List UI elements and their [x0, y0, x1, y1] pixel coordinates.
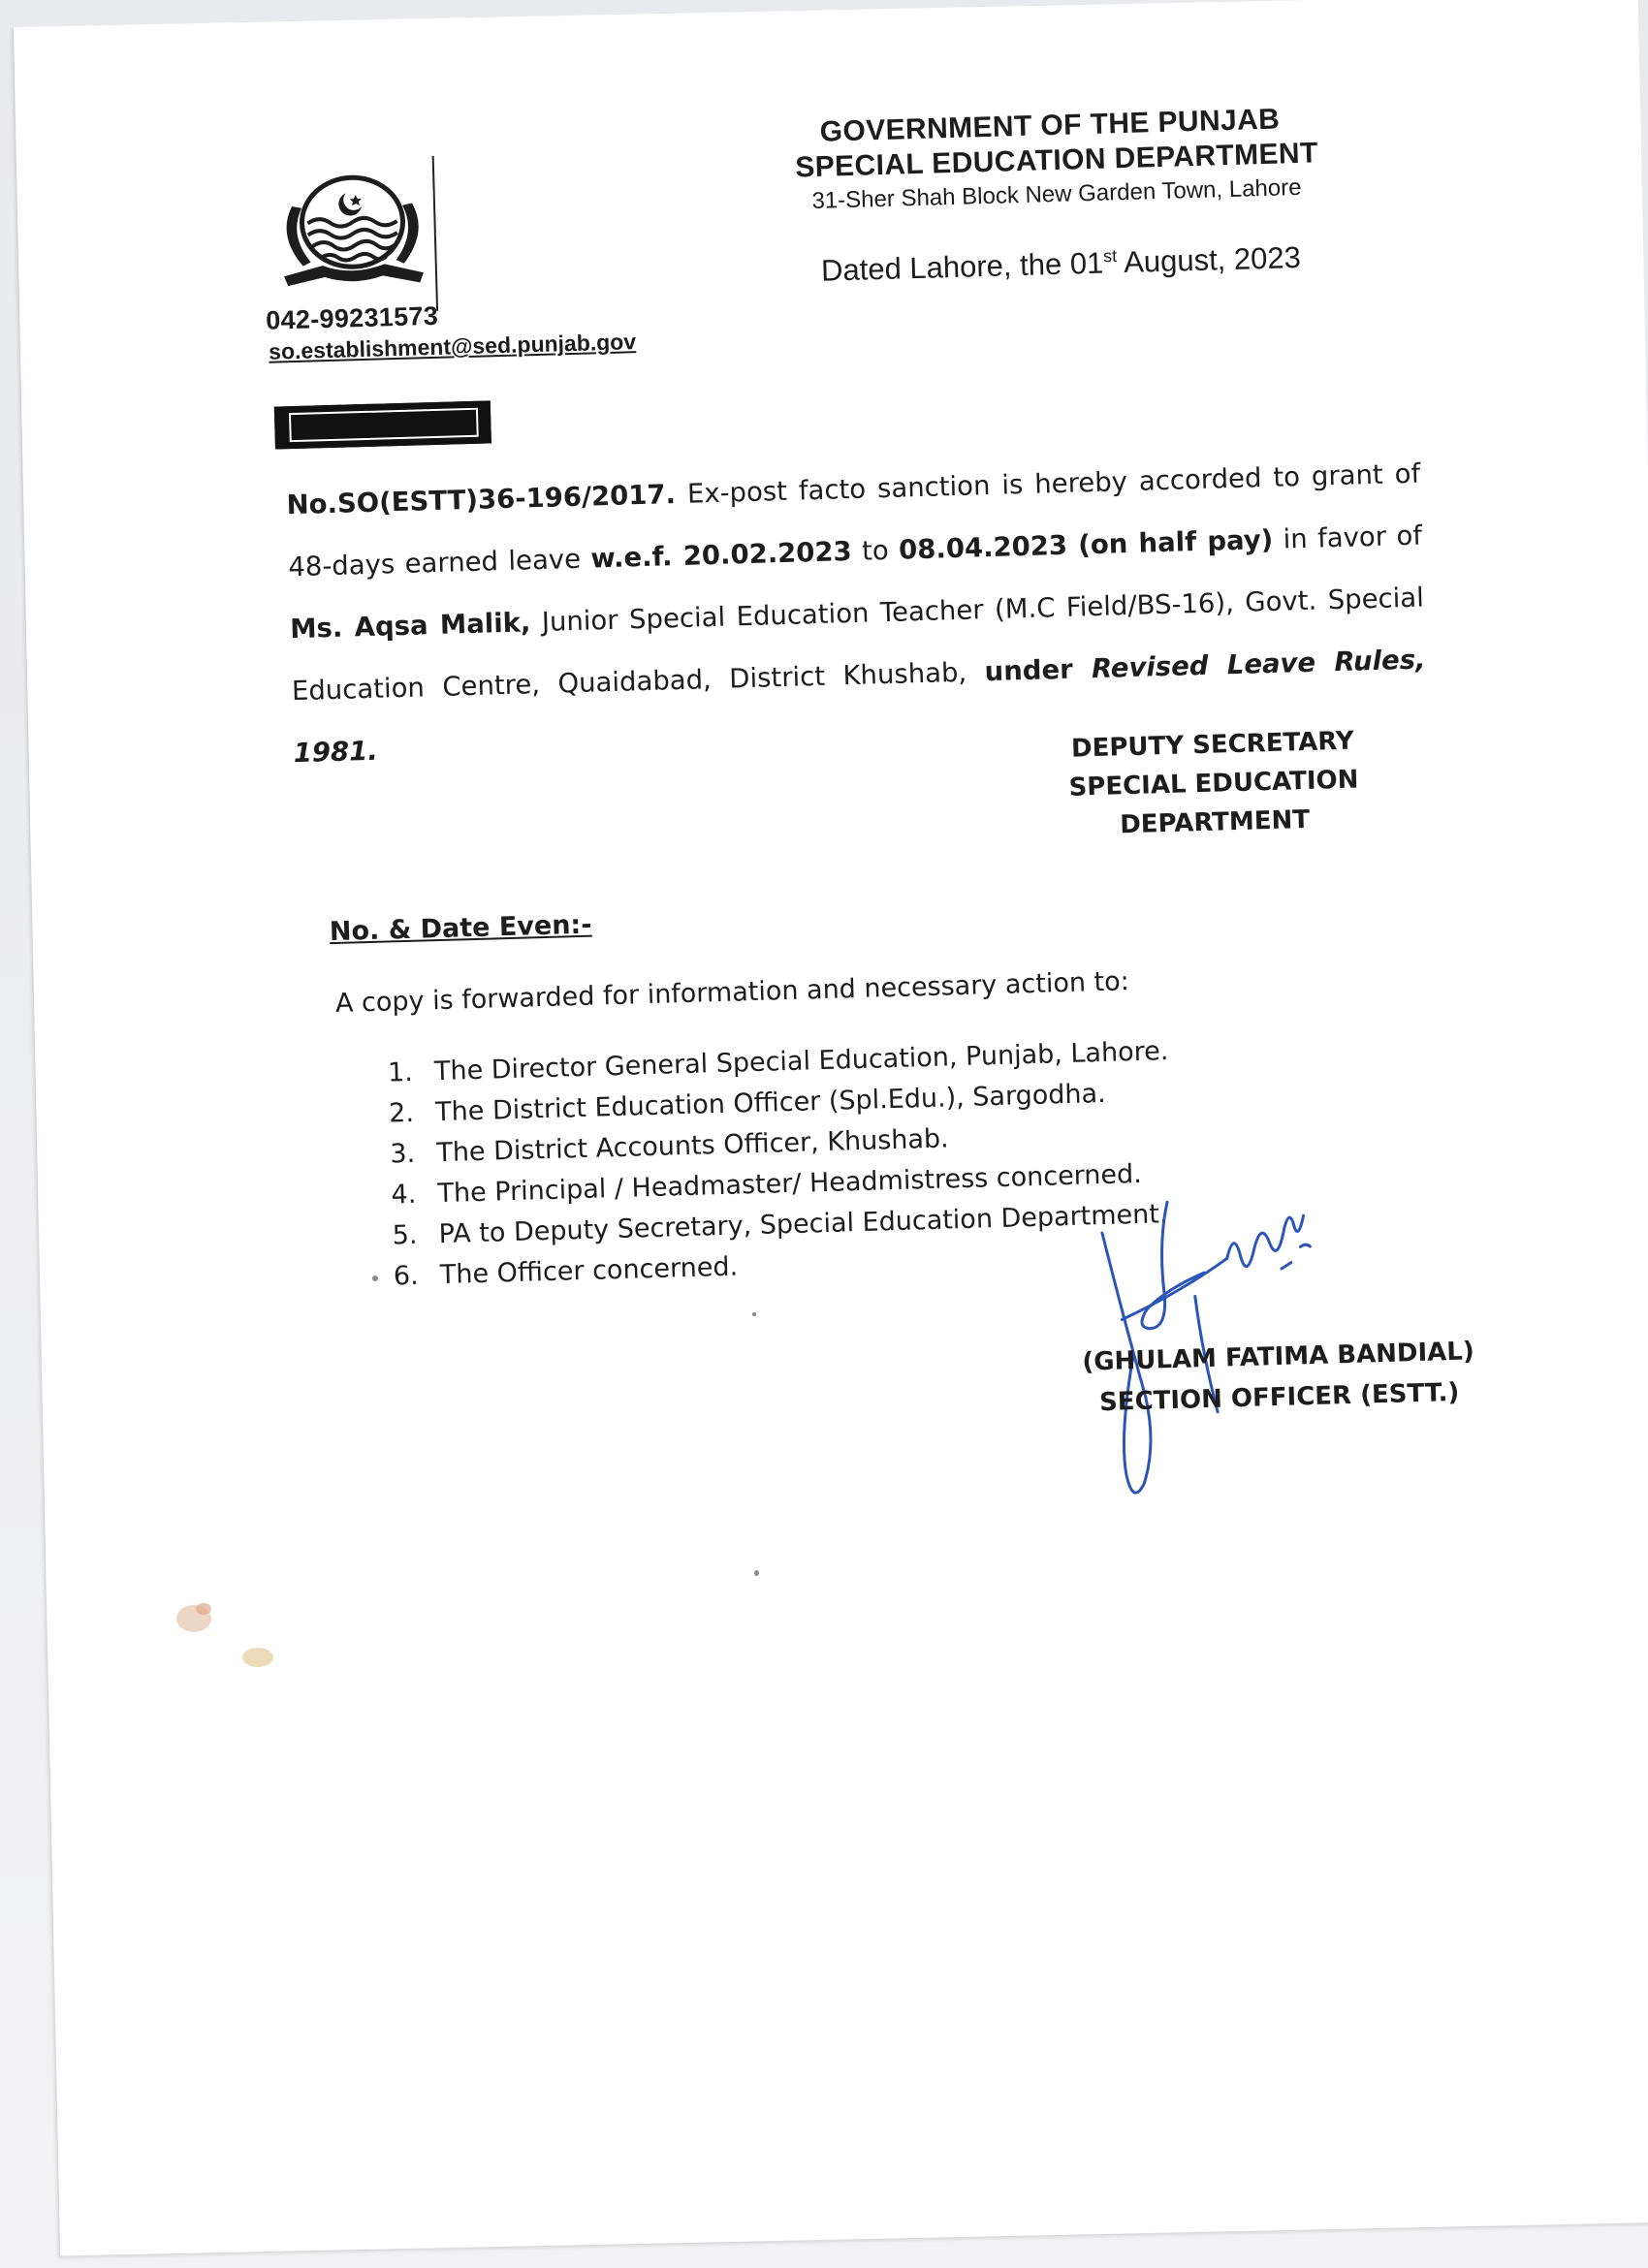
- deputy-secretary-block: [1057, 721, 1370, 846]
- distribution-item-number: 2.: [388, 1097, 415, 1129]
- dated-sup: st: [1102, 245, 1118, 267]
- wef-date: w.e.f. 20.02.2023: [589, 535, 853, 575]
- copy-forwarded-line: A copy is forwarded for information and necessary action to:: [334, 966, 1130, 1020]
- section-officer-name: (GHULAM FATIMA BANDIAL): [1081, 1337, 1475, 1377]
- punjab-government-seal-icon: [262, 164, 450, 304]
- paper-stain: [165, 1580, 301, 1686]
- orders-heading-text: ORDERS: [286, 405, 482, 446]
- paper-speck: [372, 1276, 378, 1281]
- department-title: SPECIAL EDUCATION DEPARTMENT: [794, 137, 1319, 184]
- distribution-item-text: The Officer concerned.: [439, 1251, 739, 1291]
- employee-name: Ms. Aqsa Malik,: [289, 607, 531, 646]
- government-title: GOVERNMENT OF THE PUNJAB: [819, 103, 1281, 148]
- under-label: under: [984, 653, 1093, 688]
- department-address: 31-Sher Shah Block New Garden Town, Lahore: [811, 173, 1302, 214]
- deputy-secretary-line3: DEPARTMENT: [1119, 804, 1311, 840]
- distribution-item-text: The Director General Special Education, Punjab, Lahore.: [433, 1036, 1169, 1087]
- distribution-item-text: The District Education Officer (Spl.Edu.), Sargodha.: [434, 1078, 1107, 1128]
- distribution-item-number: 5.: [392, 1219, 418, 1251]
- distribution-item-text: The Principal / Headmaster/ Headmistress concerned.: [437, 1158, 1143, 1210]
- order-text-1: Ex-post facto sanction is hereby accorded to grant of 48-days earned leave: [287, 457, 1421, 583]
- distribution-item-number: 6.: [393, 1260, 420, 1292]
- dated-line: [821, 240, 1302, 289]
- to-date: 08.04.2023 (on half pay): [898, 523, 1274, 566]
- deputy-secretary-line2: SPECIAL EDUCATION: [1068, 765, 1359, 803]
- distribution-list: [387, 1031, 1174, 1297]
- paper-speck: [754, 1570, 759, 1576]
- orders-heading: [274, 400, 491, 449]
- section-officer-block: [1064, 1331, 1493, 1424]
- order-text-2: to: [851, 534, 900, 567]
- distribution-item-number: 4.: [391, 1179, 417, 1211]
- distribution-item-number: 1.: [387, 1056, 414, 1088]
- distribution-item-text: The District Accounts Officer, Khushab.: [435, 1123, 950, 1169]
- email-link[interactable]: so.establishment@sed.punjab.gov: [268, 329, 637, 364]
- reference-number: No.SO(ESTT)36-196/2017.: [286, 479, 677, 521]
- distribution-item-number: 3.: [389, 1138, 416, 1170]
- phone-number: 042-99231573: [265, 300, 439, 335]
- date-even-heading: No. & Date Even:-: [329, 909, 592, 948]
- order-text-3: in favor of: [1272, 520, 1423, 555]
- distribution-item-text: PA to Deputy Secretary, Special Education Department.: [438, 1199, 1168, 1250]
- dated-suffix: August, 2023: [1116, 239, 1302, 280]
- deputy-secretary-line1: DEPUTY SECRETARY: [1070, 726, 1355, 764]
- order-text-4: Junior Special Education Teacher (M.C Field/BS-16), Govt. Special Education Centre, Quaidabad, District Khushab,: [291, 582, 1425, 708]
- paper-speck: [752, 1312, 756, 1316]
- dated-prefix: Dated Lahore, the 01: [820, 245, 1104, 288]
- leave-rules: Revised Leave Rules, 1981.: [293, 644, 1426, 770]
- section-officer-title: SECTION OFFICER (ESTT.): [1098, 1377, 1460, 1418]
